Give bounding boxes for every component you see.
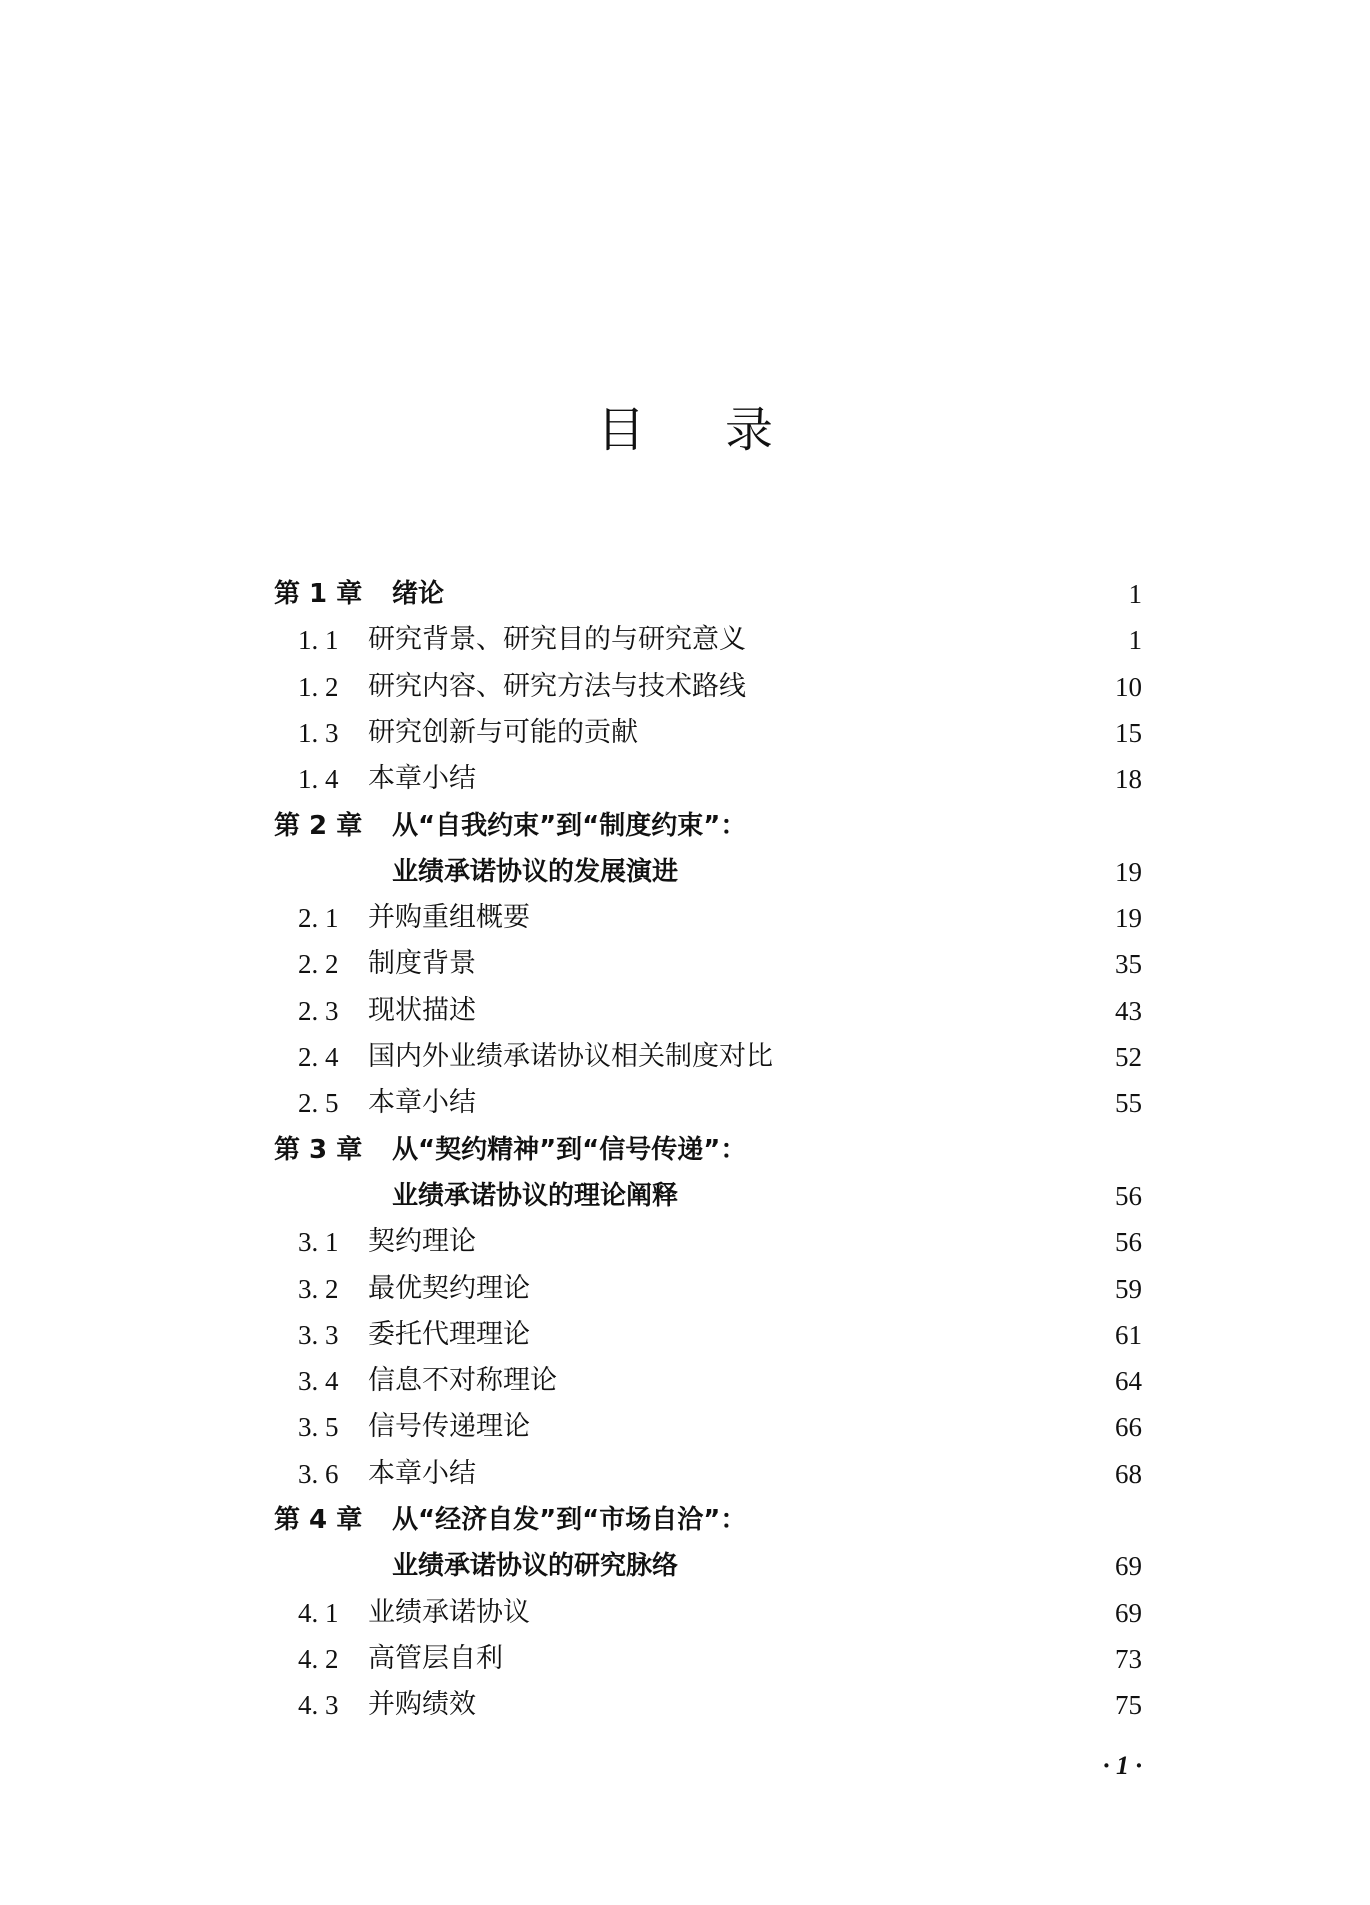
toc-section-entry[interactable] — [274, 1639, 1142, 1679]
toc-entry-title: 制度背景 — [368, 948, 476, 980]
toc-entry-title: 本章小结 — [368, 763, 476, 795]
toc-page-number: 15 — [1115, 717, 1142, 748]
toc-chapter-entry[interactable] — [274, 1130, 1142, 1170]
toc-chapter-number: 第 1 章 — [274, 579, 363, 609]
title-char-1: 目 — [596, 402, 645, 458]
toc-section-number: 2. 2 — [298, 949, 339, 980]
toc-section-number: 3. 3 — [298, 1319, 339, 1350]
toc-page-number: 75 — [1115, 1690, 1142, 1721]
toc-section-number: 4. 2 — [298, 1643, 339, 1674]
toc-section-number: 3. 6 — [298, 1458, 339, 1489]
toc-chapter-number: 第 4 章 — [274, 1505, 363, 1535]
dot-leader — [486, 944, 1102, 984]
toc-entry-title: 从“自我约束”到“制度约束”： — [392, 810, 747, 841]
toc-entry-title: 信号传递理论 — [368, 1411, 530, 1443]
dot-leader — [540, 898, 1102, 938]
toc-section-number: 4. 1 — [298, 1597, 339, 1628]
toc-entry-title: 并购重组概要 — [368, 902, 530, 934]
toc-section-number: 1. 1 — [298, 625, 339, 656]
toc-page-number: 19 — [1115, 856, 1142, 887]
toc-section-number: 2. 1 — [298, 903, 339, 934]
toc-page-number: 64 — [1115, 1366, 1142, 1397]
toc-entry-title: 研究创新与可能的贡献 — [368, 716, 638, 748]
toc-page-number: 68 — [1115, 1458, 1142, 1489]
toc-section-number: 3. 4 — [298, 1366, 339, 1397]
toc-entry-title: 委托代理理论 — [368, 1318, 530, 1350]
toc-section-entry[interactable] — [274, 620, 1142, 660]
toc-page-number: 59 — [1115, 1273, 1142, 1304]
toc-page-number: 73 — [1115, 1643, 1142, 1674]
toc-entry-title: 本章小结 — [368, 1457, 476, 1489]
toc-section-entry[interactable] — [274, 759, 1142, 799]
toc-section-number: 1. 2 — [298, 671, 339, 702]
toc-section-entry[interactable] — [274, 944, 1142, 984]
toc-section-number: 3. 2 — [298, 1273, 339, 1304]
dot-leader — [567, 1361, 1102, 1401]
toc-section-entry[interactable] — [274, 1222, 1142, 1262]
dot-leader — [454, 574, 1102, 614]
dot-leader — [486, 759, 1102, 799]
toc-chapter-entry[interactable] — [274, 806, 1142, 846]
toc-page-number: 56 — [1115, 1227, 1142, 1258]
toc-section-number: 3. 5 — [298, 1412, 339, 1443]
dot-leader — [540, 1315, 1102, 1355]
toc-page-number: 61 — [1115, 1319, 1142, 1350]
toc-section-number: 4. 3 — [298, 1690, 339, 1721]
toc-page-number: 56 — [1115, 1180, 1142, 1211]
toc-chapter-entry[interactable] — [274, 1500, 1142, 1540]
toc-page-number: 1 — [1128, 579, 1142, 609]
toc-page-number: 66 — [1115, 1412, 1142, 1443]
toc-section-entry[interactable] — [274, 1407, 1142, 1447]
dot-leader — [486, 1083, 1102, 1123]
toc-page-number: 35 — [1115, 949, 1142, 980]
dot-leader — [756, 667, 1102, 707]
toc-page-number: 18 — [1115, 764, 1142, 795]
toc-page-number: 55 — [1115, 1088, 1142, 1119]
dot-leader — [783, 1037, 1102, 1077]
toc-chapter-number: 第 3 章 — [274, 1134, 363, 1165]
toc-entry-title: 并购绩效 — [368, 1689, 476, 1721]
toc-chapter-entry[interactable] — [274, 1176, 1142, 1216]
toc-section-number: 3. 1 — [298, 1227, 339, 1258]
toc-section-entry[interactable] — [274, 713, 1142, 753]
dot-leader — [486, 1685, 1102, 1725]
toc-section-entry[interactable] — [274, 667, 1142, 707]
toc-entry-title: 业绩承诺协议的发展演进 — [392, 856, 679, 887]
dot-leader — [756, 620, 1102, 660]
toc-entry-title: 研究背景、研究目的与研究意义 — [368, 624, 746, 656]
toc-page-number: 19 — [1115, 903, 1142, 934]
dot-leader — [540, 1407, 1102, 1447]
toc-section-number: 1. 4 — [298, 764, 339, 795]
dot-leader — [540, 1593, 1102, 1633]
dot-leader — [486, 1222, 1102, 1262]
toc-chapter-entry[interactable] — [274, 852, 1142, 892]
toc-chapter-number: 第 2 章 — [274, 810, 363, 841]
dot-leader — [486, 991, 1102, 1031]
toc-section-number: 2. 4 — [298, 1042, 339, 1072]
toc-chapter-entry[interactable] — [274, 574, 1142, 614]
page-title — [0, 398, 1370, 462]
toc-section-number: 2. 5 — [298, 1088, 339, 1119]
toc-section-entry[interactable] — [274, 1037, 1142, 1077]
dot-leader — [540, 1269, 1102, 1309]
toc-entry-title: 从“契约精神”到“信号传递”： — [392, 1134, 747, 1165]
toc-entry-title: 高管层自利 — [368, 1642, 503, 1674]
dot-leader — [648, 713, 1102, 753]
toc-entry-title: 绪论 — [392, 579, 445, 609]
toc-entry-title: 信息不对称理论 — [368, 1365, 557, 1397]
toc-page-number: 1 — [1128, 625, 1142, 656]
toc-page-number: 52 — [1115, 1042, 1142, 1072]
toc-section-entry[interactable] — [274, 1685, 1142, 1725]
toc-section-entry[interactable] — [274, 1593, 1142, 1633]
toc-chapter-entry[interactable] — [274, 1546, 1142, 1586]
toc-entry-title: 研究内容、研究方法与技术路线 — [368, 670, 746, 702]
toc-section-entry[interactable] — [274, 1454, 1142, 1494]
dot-leader — [688, 852, 1102, 892]
toc-page-number: 43 — [1115, 995, 1142, 1026]
toc-entry-title: 本章小结 — [368, 1087, 476, 1119]
toc-entry-title: 最优契约理论 — [368, 1272, 530, 1304]
toc-page-number: 10 — [1115, 671, 1142, 702]
toc-entry-title: 业绩承诺协议的研究脉络 — [392, 1551, 679, 1582]
dot-leader — [486, 1454, 1102, 1494]
toc-section-number: 1. 3 — [298, 717, 339, 748]
toc-section-entry[interactable] — [274, 1361, 1142, 1401]
title-char-2: 录 — [725, 402, 774, 458]
dot-leader — [513, 1639, 1102, 1679]
toc-entry-title: 国内外业绩承诺协议相关制度对比 — [368, 1041, 773, 1072]
toc-page-number: 69 — [1115, 1551, 1142, 1582]
toc-entry-title: 业绩承诺协议的理论阐释 — [392, 1180, 679, 1211]
dot-leader — [688, 1176, 1102, 1216]
page-folio: · 1 · — [1103, 1751, 1142, 1780]
toc-section-number: 2. 3 — [298, 995, 339, 1026]
toc-page-number: 69 — [1115, 1597, 1142, 1628]
toc-entry-title: 契约理论 — [368, 1226, 476, 1258]
toc-entry-title: 现状描述 — [368, 994, 476, 1026]
toc-entry-title: 业绩承诺协议 — [368, 1596, 530, 1628]
toc-section-entry[interactable] — [274, 1315, 1142, 1355]
toc-section-entry[interactable] — [274, 898, 1142, 938]
toc-entry-title: 从“经济自发”到“市场自洽”： — [392, 1505, 747, 1535]
toc-section-entry[interactable] — [274, 1269, 1142, 1309]
toc-section-entry[interactable] — [274, 1083, 1142, 1123]
toc-section-entry[interactable] — [274, 991, 1142, 1031]
dot-leader — [688, 1546, 1102, 1586]
